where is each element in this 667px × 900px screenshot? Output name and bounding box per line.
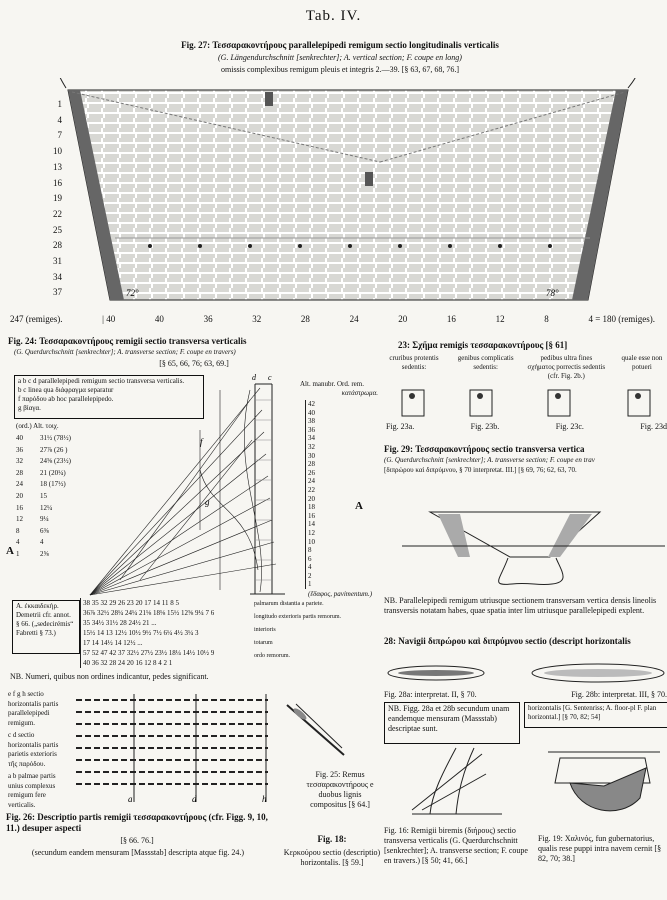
fig27-subtitle: (G. Längendurchschnitt [senkrechter]; A. vertical section; F. coupe en long) xyxy=(218,53,462,62)
fig24-bottom-labels: palmarum distantia a pariete. longitudo exterioris partis remorum. interioris totarum ordo remorum. xyxy=(254,601,341,659)
fig23-title: 23: Σχῆμα remigis τεσσαρακοντήρους [§ 61] xyxy=(398,340,568,350)
fig29-title: Fig. 29: Τεσσαρακοντήρους sectio transversa vertica xyxy=(384,444,585,454)
fig16-caption: Fig. 16: Remigii biremis (διήρους) sectio transversa verticalis (G. Querdurchschnitt [senkrechter]; A. transverse section; F. coupe en travers.) [§ 50; 41, 66.] xyxy=(384,826,528,865)
fig24-right-numbers: 42 40 38 36 34 32 30 28 26 24 22 20 18 16 14 12 10 8 6 4 2 1 xyxy=(305,400,342,589)
fig29-section-drawing xyxy=(400,482,667,592)
fig24-subtitle: (G. Querdurchschnitt [senkrechter]; A. transverse section; F. coupe en travers) xyxy=(14,348,236,356)
fig24-refs: [§ 65, 66, 76; 63, 69.] xyxy=(159,359,229,368)
fig24-right-headers: Alt. manubr. Ord. rem. κατάστρωμα. xyxy=(300,380,378,397)
fig19-caption: Fig. 19: Χαλινός, fun gubernatorius, qualis rese puppi intra navem cernit [§ 82, 70; 38.] xyxy=(538,834,662,863)
fig24-title: Fig. 24: Τεσσαρακοντήρους remigii sectio transversa verticalis xyxy=(8,336,247,346)
fig27-title: Fig. 27: Τεσσαρακοντήρους parallelepipedi remigum sectio longitudinalis verticalis xyxy=(181,40,499,50)
fig29-subtitle: (G. Querdurchschnitt [senkrechter]; A. transverse section; F. coupe en trav xyxy=(384,456,595,464)
fig28b-box: horizontalis [G. Sentenriss; A. floor-pl F. plan horizontal.] [§ 70, 82; 54] xyxy=(524,702,667,728)
fig29-nb: NB. Parallelepipedi remigum utriusque sectionem transversam vertica densis lineolis transversis notatam habes, quae spatia inter lim utriusque parallelepipedi explent. xyxy=(384,596,657,615)
fig19-drawing xyxy=(540,738,667,828)
fig28-title: 28: Navigii διπρώρου καὶ διπρύμνου sectio (descript horizontalis xyxy=(384,636,631,646)
fig24-bottom-table: 38 35 32 29 26 23 20 17 14 11 8 5 36⅞ 32½ 28¼ 24¼ 21⅛ 18⅛ 15½ 12⅝ 9¼ 7 6 35 34½ 31½ 28 24½ 21 ... 15½ 14 13 12½ 10½ 9½ 7½ 6¼ 4½ 3¼ 3 17 14 14½ 14 12½ ... 57 52 47 42 37 32½ 27½ 23½ 18¼ 14½ 10½ 9 40 36 32 28 24 20 16 12 8 4 2 1 xyxy=(80,598,253,668)
fig28-hulls xyxy=(384,660,667,686)
fig24-nb: NB. Numeri, quibus non ordines indicantur, pedes significant. xyxy=(10,672,209,681)
fig26-point-d: d xyxy=(192,794,197,804)
fig27-row-numbers: 1 4 7 10 13 16 19 22 25 28 31 34 37 xyxy=(53,99,62,298)
fig24-left-table: (ord.) Alt. τοιχ. 40 31½ (78½) 36 27⅞ (26 ) 32 24⅝ (23½) 28 21 (20¼) 24 18 (17½) 20 15 16 12¼ 12 9¼ 8 6⅜ 4 4 1 2⅝ xyxy=(16,422,71,558)
plate-title: Tab. IV. xyxy=(305,8,362,24)
fig23d-text: quale esse non potueri xyxy=(621,354,663,371)
fig27-section-drawing xyxy=(0,78,667,310)
fig26-legend: e f g h sectio horizontalis partis parallelepipedi remigum. c d sectio horizontalis partis parietis exterioris τῆς παρόδου. a b palmae partis unius complexus remigum fere verticalis. xyxy=(8,690,59,809)
fig27-bottom-scale: 247 (remiges). | 40 40 36 32 28 24 20 16 12 8 4 = 180 (remiges). xyxy=(10,314,655,324)
fig26-plan-drawing xyxy=(68,690,278,810)
fig26-refs: [§ 66. 76.] xyxy=(120,836,154,845)
fig23-captions: Fig. 23a. Fig. 23b. Fig. 23c. Fig. 23d xyxy=(386,422,667,431)
fig29-refs: [διπρώρου καὶ διπρύμνου, § 70 interpretat. III.] [§ 69, 76; 62, 63, 70. xyxy=(384,466,577,474)
fig24-point-d: d xyxy=(252,373,256,382)
fig24-transverse-drawing xyxy=(80,370,320,600)
fig24-legend: a b c d parallelepipedi remigum sectio transversa verticalis. b c linea qua διάφραγμα separatur f παρόδου ab hoc parallelepipedo. g βίαγα. xyxy=(14,375,204,419)
fig23-figures xyxy=(384,386,667,420)
fig24-point-c: c xyxy=(268,373,272,382)
fig25-oar-drawing xyxy=(282,700,352,760)
fig24-letter-a-right: A xyxy=(355,500,363,512)
fig23c-text: pedibus ultra fines σχήματος porrectis sedentis (cfr. Fig. 2b.) xyxy=(527,354,606,380)
fig27-corner-right: 78° xyxy=(546,288,559,298)
fig23-columns xyxy=(384,354,667,381)
fig24-note-box: A. ἐκκαιδεκήρ. Demetrii cfr. annot. § 66. („sedecirémis“ Fabretti § 73.) xyxy=(12,600,80,654)
fig28b-caption: Fig. 28b: interpretat. III, § 70. xyxy=(571,690,667,699)
fig27-note: omissis complexibus remigum pleuis et integris 2.—39. [§ 63, 67, 68, 76.] xyxy=(221,65,459,74)
fig26-point-a: a xyxy=(128,794,133,804)
fig28a-caption: Fig. 28a: interpretat. II, § 70. xyxy=(384,690,477,699)
fig24-letter-a-left: A xyxy=(6,545,14,557)
fig26-note: (secundum eandem mensuram [Massstab] descripta atque fig. 24.) xyxy=(31,848,245,857)
fig16-drawing xyxy=(402,744,512,820)
fig26-point-h: h xyxy=(262,794,267,804)
fig27-corner-left: 72° xyxy=(126,288,139,298)
fig18-title: Fig. 18: xyxy=(317,834,347,844)
fig18-caption: Κερκούρου sectio (descriptio) horizontalis. [§ 59.] xyxy=(283,848,381,867)
fig24-point-g: g xyxy=(205,497,210,507)
fig24-point-f: f xyxy=(200,437,203,447)
fig28-nb: NB. Figg. 28a et 28b secundum unam eandemque mensuram (Massstab) descriptae sunt. xyxy=(384,702,520,744)
fig25-caption: Fig. 25: Remus τεσσαρακοντήρους e duobus lignis compositus [§ 64.] xyxy=(306,770,374,809)
fig26-title: Fig. 26: Descriptio partis remigii τεσσαρακοντήρους (cfr. Figg. 9, 10, 11.) desuper aspecti xyxy=(6,812,268,833)
fig23a-text: cruribus protentis sedentis: xyxy=(389,354,439,371)
fig23b-text: genibus complicatis sedentis: xyxy=(457,354,514,371)
fig24-pavimentum: (ἔδαφος, pavimentum.) xyxy=(308,590,373,598)
